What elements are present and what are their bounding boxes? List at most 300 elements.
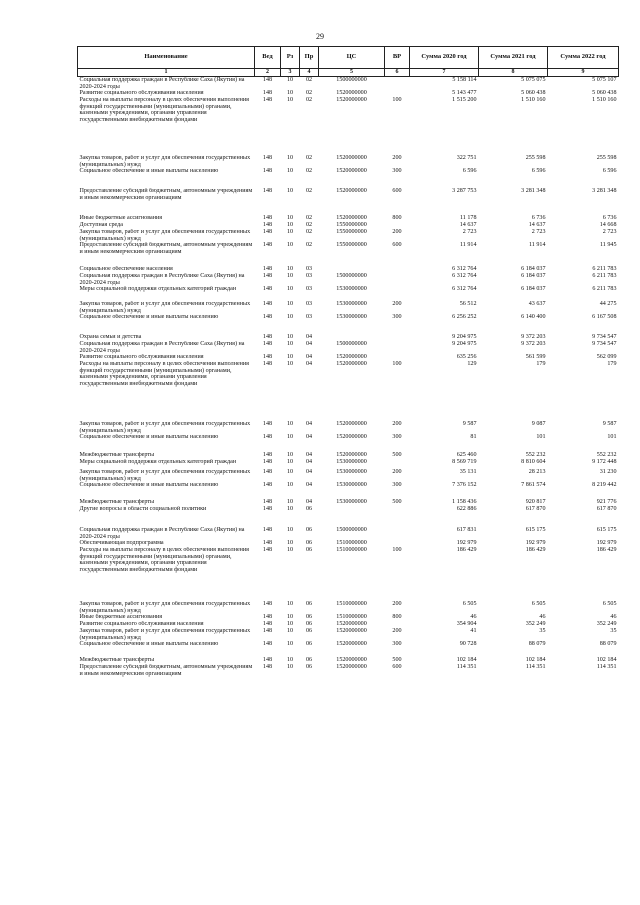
cell-pr: 02 [305, 229, 313, 235]
cell-ved: 148 [262, 452, 273, 458]
cell-vr: 100 [392, 547, 402, 553]
cell-rz: 10 [286, 361, 294, 367]
cell-sum-2021: 11 914 [528, 242, 546, 248]
cell-sum-2020: 192 979 [456, 540, 477, 546]
column-index: 1 [78, 69, 255, 77]
cell-cs: 1530000000 [336, 499, 367, 505]
table-row [78, 482, 619, 499]
cell-sum-2020: 622 886 [456, 506, 477, 512]
cell-sum-2022: 6 736 [602, 215, 617, 221]
cell-sum-2022: 9 587 [602, 421, 617, 427]
cell-sum-2022: 6 596 [602, 168, 617, 174]
cell-rz: 10 [286, 286, 294, 292]
table-body [78, 77, 619, 678]
cell-vr [385, 273, 410, 286]
cell-vr: 500 [392, 452, 402, 458]
cell-sum-2022: 114 351 [596, 664, 617, 670]
cell-cs: 1520000000 [336, 434, 367, 440]
page-number: 29 [316, 32, 324, 41]
table-row [78, 242, 619, 266]
cell-name: Межбюджетные трансферты [79, 499, 155, 505]
cell-vr: 300 [392, 314, 402, 320]
cell-rz: 10 [286, 459, 294, 465]
cell-ved: 148 [262, 341, 273, 347]
cell-cs: 1520000000 [336, 664, 367, 670]
cell-name: Закупка товаров, работ и услуг для обеспечения государственных (муниципальных) нужд [79, 421, 251, 434]
cell-name: Меры социальной поддержки отдельных категорий граждан [79, 459, 237, 465]
cell-sum-2021: 6 596 [531, 168, 546, 174]
cell-sum-2022: 101 [607, 434, 617, 440]
table-row [78, 155, 619, 168]
cell-vr: 200 [392, 469, 402, 475]
cell-vr: 200 [392, 601, 402, 607]
cell-sum-2022: 6 505 [602, 601, 617, 607]
table-row [78, 314, 619, 334]
cell-sum-2020: 8 569 719 [452, 459, 477, 465]
cell-ved: 148 [262, 266, 273, 272]
cell-cs: 1520000000 [336, 628, 367, 634]
header-row [78, 47, 619, 69]
cell-ved: 148 [262, 222, 273, 228]
cell-rz: 10 [286, 621, 294, 627]
cell-rz: 10 [286, 301, 294, 307]
cell-ved: 148 [262, 334, 273, 340]
cell-cs: 1520000000 [336, 90, 367, 96]
cell-vr: 200 [392, 229, 402, 235]
cell-pr: 04 [305, 459, 313, 465]
cell-sum-2021: 7 861 574 [521, 482, 546, 488]
cell-sum-2021: 2 723 [531, 229, 546, 235]
cell-sum-2021: 28 213 [528, 469, 546, 475]
cell-ved: 148 [262, 547, 273, 553]
cell-cs: 1520000000 [336, 215, 367, 221]
cell-cs: 1520000000 [336, 155, 367, 161]
cell-sum-2021: 46 [539, 614, 546, 620]
cell-vr: 800 [392, 614, 402, 620]
cell-vr: 200 [392, 628, 402, 634]
cell-rz: 10 [286, 314, 294, 320]
cell-cs: 1510000000 [336, 540, 367, 546]
table-row [78, 341, 619, 354]
cell-pr: 03 [305, 266, 313, 272]
table-row [78, 621, 619, 628]
cell-name: Закупка товаров, работ и услуг для обеспечения государственных (муниципальных) нужд [79, 628, 251, 641]
cell-rz: 10 [286, 506, 294, 512]
cell-cs: 1510000000 [336, 547, 367, 553]
cell-vr [385, 354, 410, 361]
cell-sum-2021: 179 [536, 361, 546, 367]
cell-sum-2022: 9 734 547 [592, 341, 617, 347]
cell-sum-2021: 9 087 [531, 421, 546, 427]
cell-pr: 04 [305, 469, 313, 475]
cell-name: Расходы на выплаты персоналу в целях обеспечения выполнения функций государственными (муниципальными) органами, казенными учреждениями, органами управления государственными внебюджетными фондами [79, 547, 249, 573]
cell-sum-2021: 561 599 [525, 354, 546, 360]
table-row [78, 452, 619, 459]
cell-ved: 148 [262, 421, 273, 427]
table-row [78, 334, 619, 341]
cell-sum-2021: 5 060 438 [521, 90, 546, 96]
cell-sum-2020: 81 [470, 434, 477, 440]
table-row [78, 540, 619, 547]
cell-name: Предоставление субсидий бюджетным, автономным учреждениям и иным некоммерческим организациям [79, 188, 253, 201]
cell-rz: 10 [286, 499, 294, 505]
cell-cs: 1520000000 [336, 421, 367, 427]
cell-name: Социальное обеспечение и иные выплаты населению [79, 314, 219, 320]
cell-rz: 10 [286, 657, 294, 663]
cell-sum-2020: 5 143 477 [452, 90, 477, 96]
cell-sum-2022: 6 167 508 [592, 314, 617, 320]
cell-name: Другие вопросы в области социальной политики [79, 506, 207, 512]
cell-sum-2021: 352 249 [525, 621, 546, 627]
cell-sum-2022: 2 723 [602, 229, 617, 235]
cell-cs: 1520000000 [336, 657, 367, 663]
cell-vr: 100 [392, 361, 402, 367]
table-row [78, 168, 619, 188]
cell-name: Предоставление субсидий бюджетным, автономным учреждениям и иным некоммерческим организациям [79, 242, 253, 255]
cell-sum-2021: 920 817 [525, 499, 546, 505]
cell-rz: 10 [286, 354, 294, 360]
cell-sum-2022: 6 211 783 [592, 273, 617, 279]
cell-cs [319, 266, 385, 273]
cell-cs: 1550000000 [336, 222, 367, 228]
cell-rz: 10 [286, 527, 294, 533]
cell-ved: 148 [262, 354, 273, 360]
cell-rz: 10 [286, 641, 294, 647]
cell-sum-2021: 6 140 400 [521, 314, 546, 320]
cell-rz: 10 [286, 341, 294, 347]
cell-cs: 1550000000 [336, 229, 367, 235]
cell-cs: 1530000000 [336, 482, 367, 488]
cell-sum-2020: 7 376 152 [452, 482, 477, 488]
table-row [78, 354, 619, 361]
cell-sum-2020: 1 515 200 [452, 97, 477, 103]
cell-vr: 300 [392, 168, 402, 174]
cell-ved: 148 [262, 229, 273, 235]
cell-cs: 1520000000 [336, 97, 367, 103]
cell-name: Развитие социального обслуживания населения [79, 621, 204, 627]
cell-rz: 10 [286, 97, 294, 103]
cell-pr: 06 [305, 540, 313, 546]
cell-sum-2020: 6 596 [462, 168, 477, 174]
cell-vr: 500 [392, 657, 402, 663]
cell-pr: 06 [305, 657, 313, 663]
cell-sum-2022: 192 979 [596, 540, 617, 546]
cell-sum-2022: 6 211 783 [592, 266, 617, 272]
cell-name: Межбюджетные трансферты [79, 657, 155, 663]
cell-rz: 10 [286, 266, 294, 272]
cell-sum-2020: 1 158 436 [452, 499, 477, 505]
cell-sum-2020: 186 429 [456, 547, 477, 553]
cell-sum-2021: 6 736 [531, 215, 546, 221]
cell-cs: 1520000000 [336, 188, 367, 194]
cell-ved: 148 [262, 499, 273, 505]
cell-vr [385, 222, 410, 229]
cell-ved: 148 [262, 482, 273, 488]
table-row [78, 601, 619, 614]
table-row [78, 222, 619, 229]
cell-cs: 1510000000 [336, 601, 367, 607]
cell-sum-2020: 6 505 [462, 601, 477, 607]
cell-name: Развитие социального обслуживания населения [79, 354, 204, 360]
cell-pr: 04 [305, 434, 313, 440]
cell-cs: 1530000000 [336, 459, 367, 465]
cell-pr: 06 [305, 547, 313, 553]
cell-name: Социальное обеспечение и иные выплаты населению [79, 434, 219, 440]
table-row [78, 547, 619, 601]
cell-vr [385, 506, 410, 527]
cell-vr: 800 [392, 215, 402, 221]
table-row [78, 77, 619, 91]
table-row [78, 657, 619, 664]
cell-name: Социальная поддержка граждан в Республике Саха (Якутия) на 2020-2024 годы [78, 77, 255, 91]
cell-sum-2021: 102 184 [525, 657, 546, 663]
cell-pr: 04 [305, 452, 313, 458]
cell-sum-2022: 5 060 438 [592, 90, 617, 96]
table-row [78, 273, 619, 286]
cell-sum-2022: 44 275 [599, 301, 617, 307]
cell-sum-2020: 354 904 [456, 621, 477, 627]
cell-cs [319, 506, 385, 527]
cell-vr [385, 527, 410, 540]
cell-ved: 148 [262, 361, 273, 367]
cell-sum-2021: 6 184 037 [521, 273, 546, 279]
cell-vr: 600 [392, 664, 402, 670]
cell-sum-2021: 101 [536, 434, 546, 440]
cell-rz: 10 [286, 242, 294, 248]
cell-vr: 600 [392, 188, 402, 194]
cell-sum-2022: 14 668 [599, 222, 617, 228]
cell-pr: 03 [305, 273, 313, 279]
table-row [78, 188, 619, 215]
cell-rz: 10 [286, 482, 294, 488]
cell-name: Развитие социального обслуживания населения [79, 90, 204, 96]
cell-sum-2020: 322 751 [456, 155, 477, 161]
table-row [78, 229, 619, 242]
cell-name: Закупка товаров, работ и услуг для обеспечения государственных (муниципальных) нужд [79, 601, 251, 614]
cell-cs: 1520000000 [336, 641, 367, 647]
cell-vr [385, 77, 410, 91]
cell-sum-2020: 129 [467, 361, 477, 367]
cell-cs: 1520000000 [336, 452, 367, 458]
table-row [78, 641, 619, 657]
cell-ved: 148 [262, 273, 273, 279]
cell-ved: 148 [262, 628, 273, 634]
cell-sum-2021: 88 079 [528, 641, 546, 647]
column-index: 2 [255, 69, 281, 77]
cell-ved: 148 [262, 527, 273, 533]
cell-name: Социальное обеспечение и иные выплаты населению [79, 168, 219, 174]
cell-pr: 06 [305, 641, 313, 647]
cell-name: Социальное обеспечение и иные выплаты населению [79, 641, 219, 647]
cell-rz: 10 [286, 215, 294, 221]
col-header-pr: Пр [300, 47, 319, 69]
cell-name: Социальное обеспечение и иные выплаты населению [79, 482, 219, 488]
cell-cs: 1530000000 [336, 314, 367, 320]
cell-sum-2021: 6 505 [531, 601, 546, 607]
cell-cs [319, 334, 385, 341]
cell-cs: 1500000000 [336, 273, 367, 279]
cell-sum-2022: 921 776 [596, 499, 617, 505]
cell-cs: 1500000000 [336, 341, 367, 347]
cell-sum-2022: 8 219 442 [592, 482, 617, 488]
cell-vr: 300 [392, 482, 402, 488]
table-row [78, 97, 619, 155]
cell-ved: 148 [262, 459, 273, 465]
cell-vr: 100 [392, 97, 402, 103]
cell-ved: 148 [262, 155, 273, 161]
cell-sum-2022: 11 945 [599, 242, 617, 248]
cell-pr: 06 [305, 614, 313, 620]
cell-sum-2021: 35 [539, 628, 546, 634]
cell-ved: 148 [262, 434, 273, 440]
cell-sum-2020: 114 351 [456, 664, 477, 670]
cell-rz: 10 [286, 664, 294, 670]
cell-sum-2022: 615 175 [596, 527, 617, 533]
table-row [78, 459, 619, 469]
table-row [78, 664, 619, 677]
cell-rz: 10 [286, 614, 294, 620]
cell-sum-2020: 11 914 [459, 242, 477, 248]
col-header-rz: Рз [281, 47, 300, 69]
table-row [78, 90, 619, 97]
cell-rz: 10 [286, 90, 294, 96]
cell-pr: 06 [305, 601, 313, 607]
cell-ved: 148 [262, 614, 273, 620]
column-index: 3 [281, 69, 300, 77]
cell-pr: 04 [305, 354, 313, 360]
cell-pr: 03 [305, 301, 313, 307]
cell-pr: 02 [305, 215, 313, 221]
table-row [78, 266, 619, 273]
cell-name: Предоставление субсидий бюджетным, автономным учреждениям и иным некоммерческим организациям [79, 664, 253, 677]
cell-sum-2021: 114 351 [525, 664, 546, 670]
cell-sum-2022: 255 598 [596, 155, 617, 161]
cell-rz: 10 [286, 222, 294, 228]
cell-sum-2020: 90 728 [459, 641, 477, 647]
cell-pr: 06 [305, 506, 313, 512]
cell-sum-2020: 35 131 [459, 469, 477, 475]
cell-sum-2021: 192 979 [525, 540, 546, 546]
cell-sum-2022: 9 734 547 [592, 334, 617, 340]
cell-vr [385, 341, 410, 354]
cell-sum-2021: 1 510 160 [521, 97, 546, 103]
col-header-sum-2020: Сумма 2020 год [410, 47, 479, 69]
col-header-ved: Вед [255, 47, 281, 69]
cell-ved: 148 [262, 168, 273, 174]
cell-sum-2021: 3 281 348 [521, 188, 546, 194]
cell-cs: 1500000000 [336, 527, 367, 533]
cell-vr: 600 [392, 242, 402, 248]
cell-name: Доступная среда [79, 222, 123, 228]
budget-table-container [77, 46, 618, 677]
cell-ved: 148 [262, 215, 273, 221]
cell-rz: 10 [286, 452, 294, 458]
cell-rz: 10 [286, 547, 294, 553]
cell-sum-2022: 562 099 [596, 354, 617, 360]
cell-pr: 02 [305, 168, 313, 174]
column-index: 5 [319, 69, 385, 77]
cell-rz: 10 [286, 421, 294, 427]
cell-name: Охрана семьи и детства [79, 334, 142, 340]
table-row [78, 301, 619, 314]
cell-sum-2022: 3 281 348 [592, 188, 617, 194]
cell-sum-2021: 8 810 604 [521, 459, 546, 465]
column-index: 8 [479, 69, 548, 77]
cell-rz: 10 [286, 334, 294, 340]
cell-pr: 04 [305, 482, 313, 488]
cell-sum-2021: 14 637 [528, 222, 546, 228]
cell-ved: 148 [255, 77, 281, 91]
col-header-sum-2021: Сумма 2021 год [479, 47, 548, 69]
cell-sum-2022: 552 232 [596, 452, 617, 458]
cell-rz: 10 [286, 540, 294, 546]
column-index: 6 [385, 69, 410, 77]
cell-sum-2020: 46 [470, 614, 477, 620]
cell-vr: 300 [392, 641, 402, 647]
cell-rz: 10 [286, 434, 294, 440]
cell-ved: 148 [262, 641, 273, 647]
cell-sum-2022: 35 [610, 628, 617, 634]
cell-name: Иные бюджетные ассигнования [79, 614, 163, 620]
cell-sum-2020: 9 204 975 [452, 341, 477, 347]
cell-sum-2020: 102 184 [456, 657, 477, 663]
cell-name: Расходы на выплаты персоналу в целях обеспечения выполнения функций государственными (муниципальными) органами, казенными учреждениями, органами управления государственными внебюджетными фондами [79, 361, 249, 387]
cell-sum-2021: 552 232 [525, 452, 546, 458]
column-index-row [78, 69, 619, 77]
cell-sum-2021: 6 184 037 [521, 266, 546, 272]
cell-pr: 02 [305, 90, 313, 96]
cell-name: Закупка товаров, работ и услуг для обеспечения государственных (муниципальных) нужд [79, 155, 251, 168]
col-header-cs: ЦС [319, 47, 385, 69]
cell-name: Обеспечивающая подпрограмма [79, 540, 164, 546]
cell-sum-2022: 617 870 [596, 506, 617, 512]
cell-sum-2020: 635 256 [456, 354, 477, 360]
table-row [78, 469, 619, 482]
cell-vr: 300 [392, 434, 402, 440]
cell-sum-2021: 9 372 203 [521, 341, 546, 347]
cell-ved: 148 [262, 469, 273, 475]
cell-rz: 10 [286, 168, 294, 174]
cell-cs: 1530000000 [336, 301, 367, 307]
table-row [78, 421, 619, 434]
column-index: 7 [410, 69, 479, 77]
cell-sum-2020: 6 312 764 [452, 273, 477, 279]
cell-pr: 02 [305, 222, 313, 228]
cell-pr: 02 [305, 242, 313, 248]
table-row [78, 286, 619, 301]
cell-name: Социальная поддержка граждан в Республике Саха (Якутия) на 2020-2024 годы [79, 273, 245, 286]
cell-sum-2022: 31 230 [599, 469, 617, 475]
cell-cs: 1530000000 [336, 286, 367, 292]
column-index: 4 [300, 69, 319, 77]
cell-rz: 10 [286, 229, 294, 235]
cell-pr: 03 [305, 314, 313, 320]
cell-sum-2020: 56 512 [459, 301, 477, 307]
table-row [78, 499, 619, 506]
cell-sum-2020: 617 831 [456, 527, 477, 533]
cell-sum-2020: 2 723 [462, 229, 477, 235]
cell-vr: 200 [392, 155, 402, 161]
cell-ved: 148 [262, 601, 273, 607]
cell-name: Социальная поддержка граждан в Республике Саха (Якутия) на 2020-2024 годы [79, 341, 245, 354]
cell-vr [385, 90, 410, 97]
cell-sum-2021: 255 598 [525, 155, 546, 161]
cell-vr [385, 266, 410, 273]
table-row [78, 434, 619, 452]
cell-name: Меры социальной поддержки отдельных категорий граждан [79, 286, 237, 292]
cell-ved: 148 [262, 286, 273, 292]
cell-sum-2022: 46 [610, 614, 617, 620]
